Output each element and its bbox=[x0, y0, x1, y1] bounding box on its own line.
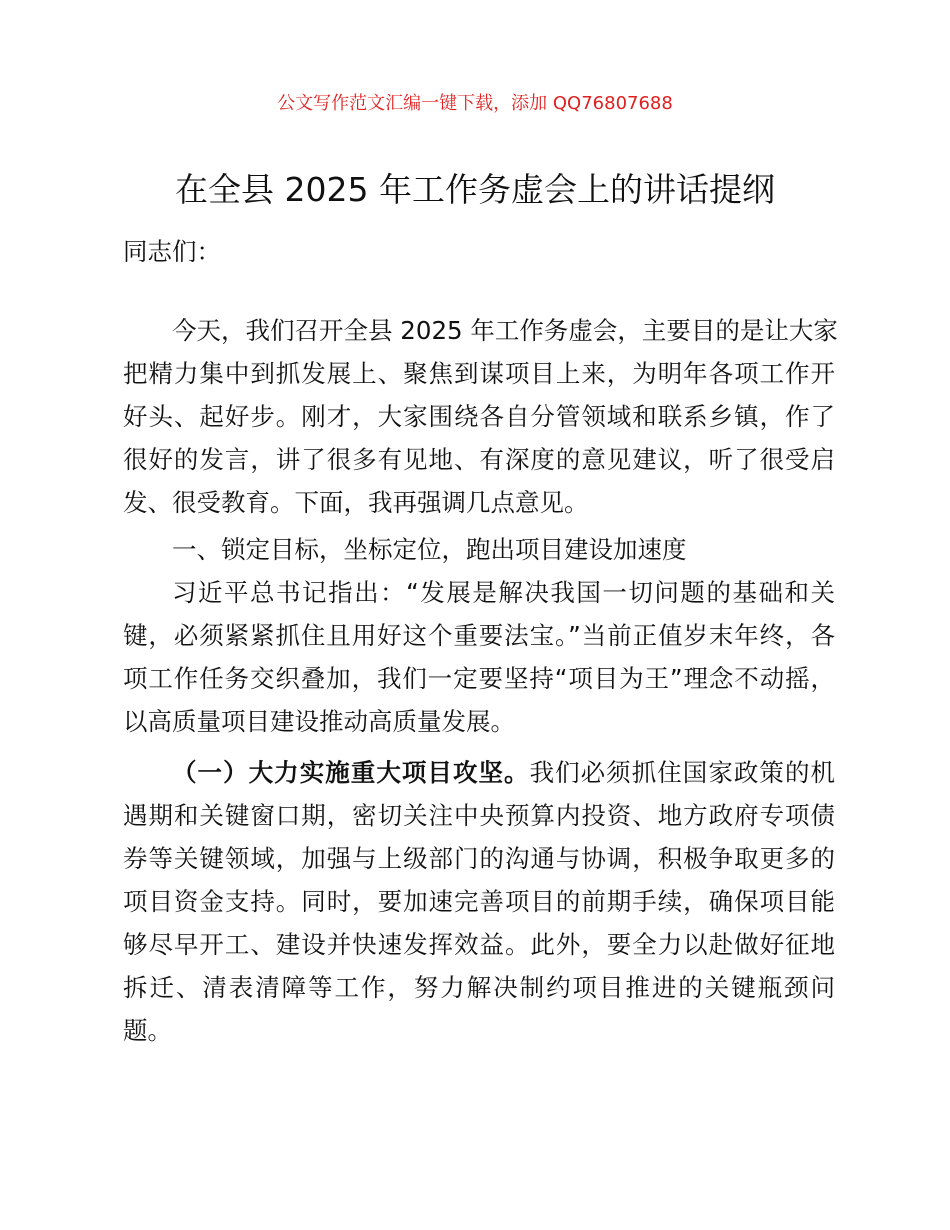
paragraph-line: 项目资金支持。同时，要加速完善项目的前期手续，确保项目能 bbox=[123, 887, 835, 916]
paragraph-line: 很好的发言，讲了很多有见地、有深度的意见建议，听了很受启 bbox=[123, 445, 835, 474]
document-body bbox=[123, 230, 838, 1052]
section-heading-1: 一、锁定目标，坐标定位，跑出项目建设加速度 bbox=[172, 535, 687, 564]
paragraph-subsection-1 bbox=[123, 751, 835, 1052]
paragraph-quote bbox=[123, 571, 835, 743]
paragraph-line bbox=[123, 751, 835, 794]
paragraph-line: 好头、起好步。刚才，大家围绕各自分管领域和联系乡镇，作了 bbox=[123, 402, 835, 431]
paragraph-line: 遇期和关键窗口期，密切关注中央预算内投资、地方政府专项债 bbox=[123, 801, 835, 830]
paragraph-line: 今天，我们召开全县 2025 年工作务虚会，主要目的是让大家 bbox=[172, 316, 838, 345]
paragraph-line: 券等关键领域，加强与上级部门的沟通与协调，积极争取更多的 bbox=[123, 844, 835, 873]
watermark-download-notice: 公文写作范文汇编一键下载，添加 QQ76807688 bbox=[277, 93, 673, 114]
paragraph-intro bbox=[123, 309, 838, 524]
subsection-heading: （一）大力实施重大项目攻坚。 bbox=[172, 758, 530, 787]
paragraph-line: 题。 bbox=[123, 1016, 172, 1045]
salutation: 同志们： bbox=[123, 237, 221, 266]
paragraph-line: 习近平总书记指出：“发展是解决我国一切问题的基础和关 bbox=[172, 578, 835, 607]
paragraph-line: 拆迁、清表清障等工作，努力解决制约项目推进的关键瓶颈问 bbox=[123, 973, 835, 1002]
paragraph-line: 发、很受教育。下面，我再强调几点意见。 bbox=[123, 488, 589, 517]
document-title: 在全县 2025 年工作务虚会上的讲话提纲 bbox=[175, 170, 775, 209]
paragraph-line: 键，必须紧紧抓住且用好这个重要法宝。”当前正值岁末年终，各 bbox=[123, 621, 835, 650]
paragraph-text: 我们必须抓住国家政策的机 bbox=[529, 758, 836, 787]
paragraph-line: 项工作任务交织叠加，我们一定要坚持“项目为王”理念不动摇， bbox=[123, 664, 835, 693]
paragraph-line: 把精力集中到抓发展上、聚焦到谋项目上来，为明年各项工作开 bbox=[123, 359, 835, 388]
paragraph-line: 够尽早开工、建设并快速发挥效益。此外，要全力以赴做好征地 bbox=[123, 930, 835, 959]
paragraph-line: 以高质量项目建设推动高质量发展。 bbox=[123, 707, 515, 736]
